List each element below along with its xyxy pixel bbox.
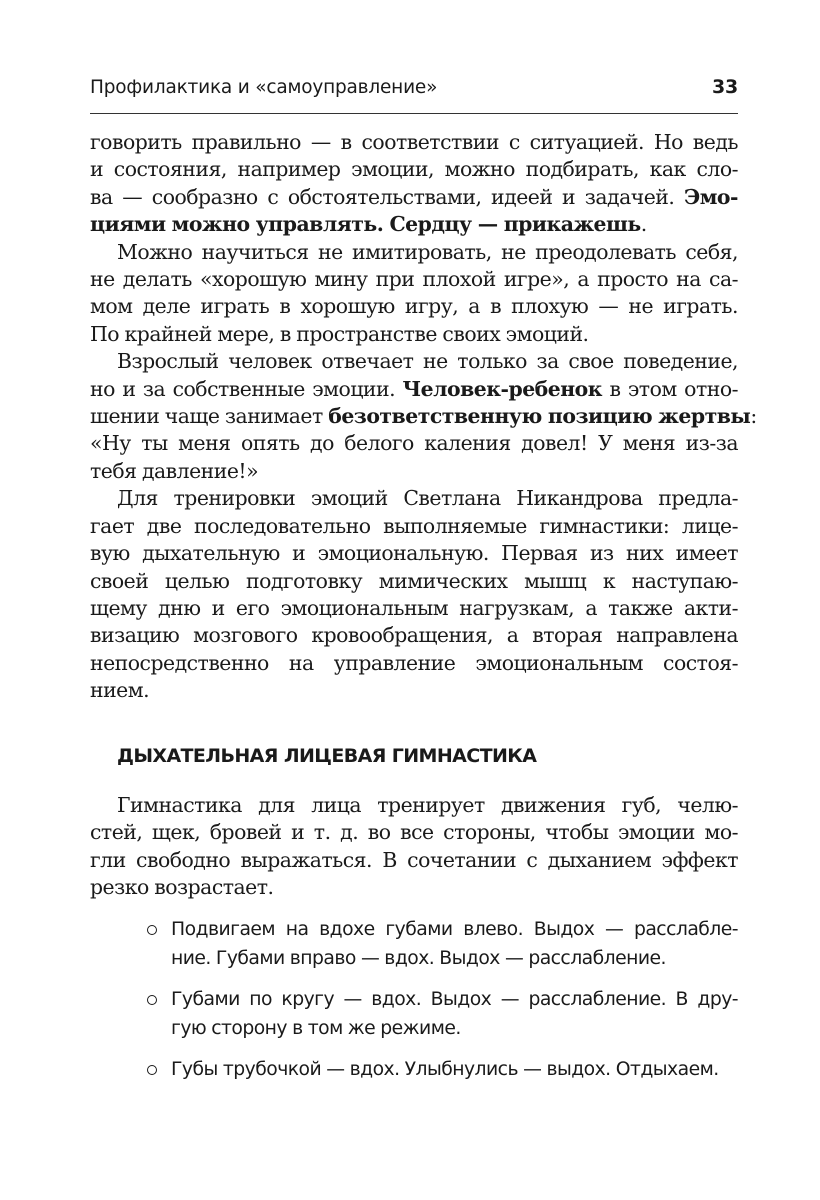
body-text <box>90 129 757 705</box>
text-line <box>90 321 738 348</box>
header-rule <box>90 113 738 114</box>
list-item-line: ние. Губами вправо — вдох. Выдох — расслабление. <box>171 948 666 969</box>
bold-run: Человек-ребенок <box>402 376 602 401</box>
text-run: визацию мозгового кровообращения, а вторая направлена <box>90 623 738 648</box>
circle-bullet-icon <box>147 1065 157 1075</box>
text-line <box>90 568 738 595</box>
list-item-line: гую сторону в том же режиме. <box>171 1018 461 1039</box>
text-run: Для тренировки эмоций Светлана Никандрова предла- <box>117 486 738 511</box>
text-line <box>90 677 738 704</box>
exercise-list <box>145 915 738 1096</box>
text-run: ва — сообразно с обстоятельствами, идеей и задачей. <box>90 184 684 209</box>
list-item-line: Губами по кругу — вдох. Выдох — расслабление. В дру- <box>171 989 738 1010</box>
text-line <box>90 184 738 211</box>
text-line: Гимнастика для лица тренирует движения губ, челю- <box>117 793 738 817</box>
paragraph <box>90 485 738 704</box>
text-line: гли свободно выражаться. В сочетании с дыханием эффект <box>90 847 738 872</box>
text-run: шении чаще занимает <box>90 404 329 429</box>
running-header <box>90 77 738 107</box>
circle-bullet-icon <box>147 925 157 935</box>
bold-run: безответственную позицию жертвы <box>328 404 751 429</box>
list-item <box>145 985 738 1043</box>
circle-bullet-icon <box>147 995 157 1005</box>
list-item <box>145 1055 738 1084</box>
text-run: непосредственно на управление эмоциональным состоя- <box>90 650 738 675</box>
list-item-line: Губы трубочкой — вдох. Улыбнулись — выдох. Отдыхаем. <box>171 1059 719 1080</box>
text-run: . <box>640 212 647 237</box>
intro-paragraph <box>90 792 738 902</box>
text-line <box>90 650 738 677</box>
paragraph <box>90 239 738 349</box>
text-run: своей целью подготовку мимических мышц к наступаю- <box>90 568 738 593</box>
list-item-line: Подвигаем на вдохе губами влево. Выдох — расслабле- <box>171 919 738 940</box>
paragraph <box>90 348 757 485</box>
text-run: и состояния, например эмоции, можно подбирать, как сло- <box>90 157 738 182</box>
text-run: Можно научиться не имитировать, не преодолевать себя, <box>117 239 738 264</box>
section-heading: ДЫХАТЕЛЬНАЯ ЛИЦЕВАЯ ГИМНАСТИКА <box>117 745 537 767</box>
text-line: стей, щек, бровей и т. д. во все стороны, чтобы эмоции мо- <box>90 820 738 845</box>
text-line <box>90 458 738 485</box>
text-run: но и за собственные эмоции. <box>90 376 403 401</box>
text-line <box>90 513 738 540</box>
text-line: резко возрастает. <box>90 875 274 900</box>
text-line <box>90 376 738 403</box>
running-header-title: Профилактика и «самоуправление» <box>90 77 438 98</box>
text-line <box>90 348 738 375</box>
text-run: Взрослый человек отвечает не только за свое поведение, <box>117 349 738 374</box>
text-line <box>90 129 738 156</box>
text-run: тебя давление!» <box>90 458 259 483</box>
list-item <box>145 915 738 973</box>
page-number: 33 <box>711 76 738 98</box>
text-line <box>90 211 738 238</box>
text-line <box>90 485 738 512</box>
text-line <box>90 266 738 293</box>
text-line <box>90 430 738 457</box>
text-line <box>90 622 738 649</box>
text-run: вую дыхательную и эмоциональную. Первая из них имеет <box>90 541 738 566</box>
text-run: нием. <box>90 678 150 703</box>
text-run: щему дню и его эмоциональным нагрузкам, а также акти- <box>90 595 738 620</box>
text-run: не делать «хорошую мину при плохой игре», а просто на са- <box>90 267 738 292</box>
bold-run: Эмо- <box>684 184 738 209</box>
text-run: гает две последовательно выполняемые гимнастики: лице- <box>90 513 738 538</box>
text-line <box>90 156 738 183</box>
text-run: мом деле играть в хорошую игру, а в плохую — не играть. <box>90 294 738 319</box>
text-run: : <box>750 404 757 429</box>
text-line <box>90 239 738 266</box>
text-run: говорить правильно — в соответствии с ситуацией. Но ведь <box>90 130 738 154</box>
text-line <box>90 595 738 622</box>
paragraph <box>90 129 738 239</box>
text-line <box>90 293 738 320</box>
text-line <box>90 540 738 567</box>
bold-run: циями можно управлять. Сердцу — прикажешь <box>90 212 641 237</box>
text-run: в этом отно- <box>602 376 738 401</box>
text-line <box>90 403 757 430</box>
text-run: По крайней мере, в пространстве своих эмоций. <box>90 321 589 346</box>
text-run: «Ну ты меня опять до белого каления довел! У меня из-за <box>90 431 738 456</box>
